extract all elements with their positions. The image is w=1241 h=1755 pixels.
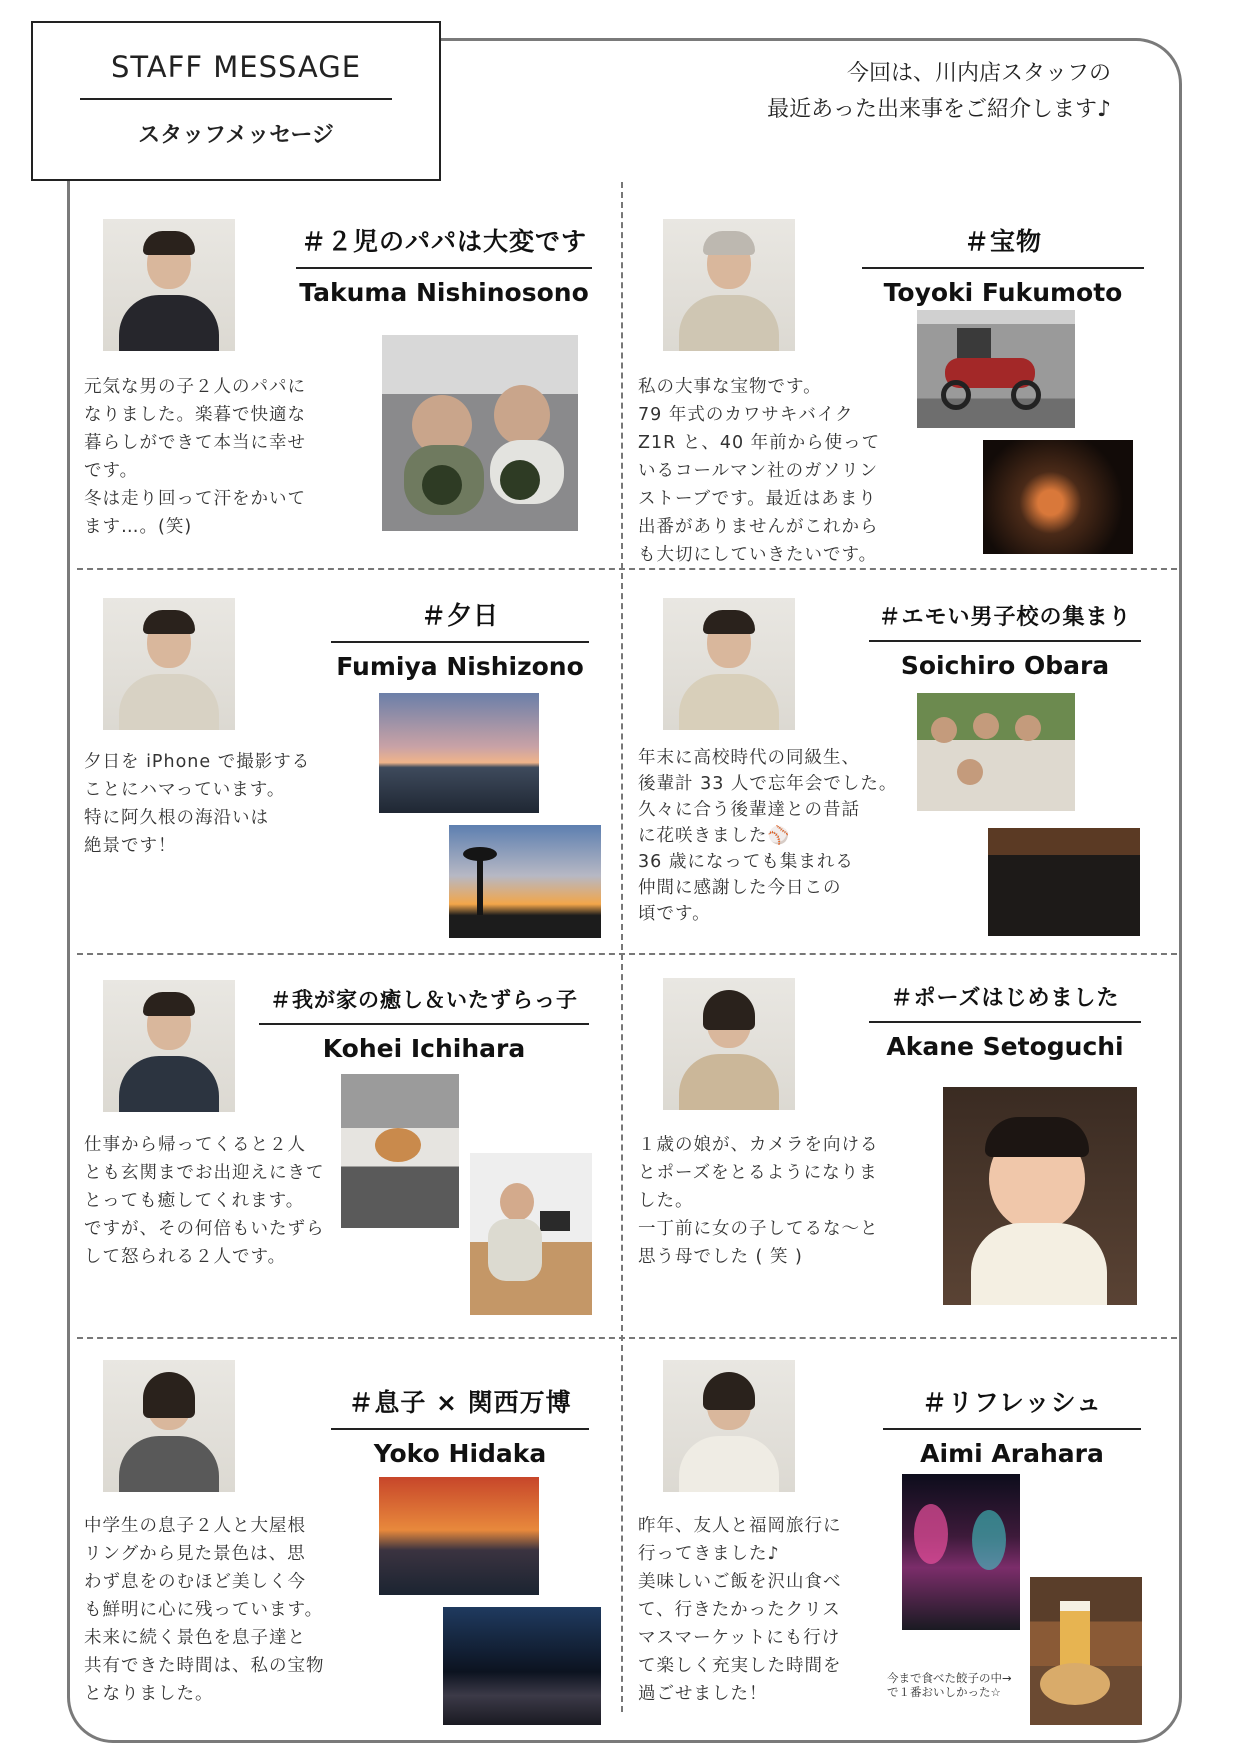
intro-line-1: 今回は、川内店スタッフの <box>846 61 1111 86</box>
staff-portrait-yoko <box>103 1360 235 1492</box>
staff-headline: ＃エモい男子校の集まり <box>869 600 1141 642</box>
intro-line-2: 最近あった出来事をご紹介します♪ <box>767 97 1111 122</box>
title-divider <box>80 98 392 100</box>
staff-message: 元気な男の子２人のパパに なりました。楽暮で快適な 暮らしができて本当に幸せ です。 冬は走り回って汗をかいて ます…。(笑) <box>84 377 306 537</box>
staff-card-soichiro <box>869 600 1141 680</box>
row-divider-3 <box>77 1337 1177 1339</box>
photo-motorcycle <box>917 310 1075 428</box>
staff-message: 中学生の息子２人と大屋根 リングから見た景色は、思 わず息をのむほど美しく今 も鮮明に心に残っています。 未来に続く景色を息子達と 共有できた時間は、私の宝物 となりました。 <box>84 1516 325 1704</box>
center-divider <box>621 182 623 1712</box>
staff-headline: ＃我が家の癒し＆いたずらっ子 <box>259 984 589 1025</box>
photo-gyoza-beer <box>1030 1577 1142 1725</box>
row-divider-1 <box>77 568 1177 570</box>
title-box <box>31 21 441 181</box>
photo-caption-gyoza: 今まで食べた餃子の中→ で１番おいしかった☆ <box>887 1671 1012 1699</box>
photo-expo-night <box>443 1607 601 1725</box>
photo-child-playing <box>470 1153 592 1315</box>
staff-headline: ＃夕日 <box>331 596 589 643</box>
staff-headline: ＃ポーズはじめました <box>869 981 1141 1023</box>
photo-palm-sunset <box>449 825 601 938</box>
photo-gas-stove <box>983 440 1133 554</box>
staff-portrait-takuma <box>103 219 235 351</box>
staff-card-akane <box>869 981 1141 1061</box>
staff-card-fumiya <box>331 596 589 681</box>
staff-portrait-kohei <box>103 980 235 1112</box>
photo-sunset-sea <box>379 693 539 813</box>
staff-headline: ＃リフレッシュ <box>883 1383 1141 1430</box>
staff-message: 仕事から帰ってくると２人 とも玄関までお出迎えにきて とっても癒してくれます。 ですが、その何倍もいたずら して怒られる２人です。 <box>84 1135 325 1267</box>
staff-portrait-aimi <box>663 1360 795 1492</box>
staff-portrait-akane <box>663 978 795 1110</box>
staff-name: Toyoki Fukumoto <box>883 278 1123 307</box>
photo-christmas-market <box>902 1474 1020 1630</box>
staff-name: Kohei Ichihara <box>322 1034 526 1063</box>
staff-card-takuma <box>296 222 592 307</box>
title-en: STAFF MESSAGE <box>110 50 362 84</box>
staff-portrait-toyoki <box>663 219 795 351</box>
staff-message: 夕日を iPhone で撮影する ことにハマっています。 特に阿久根の海沿いは 絶景です！ <box>84 752 311 856</box>
staff-message: 昨年、友人と福岡旅行に 行ってきました♪ 美味しいご飯を沢山食べ て、行きたかったクリス マスマーケットにも行け て楽しく充実した時間を 過ごせました！ <box>638 1516 842 1704</box>
staff-card-aimi <box>883 1383 1141 1468</box>
staff-headline: ＃宝物 <box>862 222 1144 269</box>
photo-two-children <box>382 335 578 531</box>
staff-name: Fumiya Nishizono <box>336 652 584 681</box>
photo-expo-sunset <box>379 1477 539 1595</box>
staff-portrait-fumiya <box>103 598 235 730</box>
staff-name: Yoko Hidaka <box>373 1439 547 1468</box>
staff-card-yoko <box>331 1383 589 1468</box>
staff-headline: ＃２児のパパは大変です <box>296 222 592 269</box>
staff-message: １歳の娘が、カメラを向ける とポーズをとるようになりま した。 一丁前に女の子してるな～と 思う母でした ( 笑 ) <box>638 1135 879 1267</box>
staff-name: Akane Setoguchi <box>886 1032 1124 1061</box>
staff-portrait-soichiro <box>663 598 795 730</box>
photo-year-end-party <box>988 828 1140 936</box>
staff-message: 私の大事な宝物です。 79 年式のカワサキバイク Z1R と、40 年前から使って いるコールマン社のガソリン ストーブです。最近はあまり 出番がありませんがこれから も大切にしていきたいです。 <box>638 377 881 565</box>
staff-message: 年末に高校時代の同級生、 後輩計 33 人で忘年会でした。 久々に合う後輩達との昔話 に花咲きました⚾ 36 歳になっても集まれる 仲間に感謝した今日この 頃です。 <box>638 748 898 924</box>
title-jp: スタッフメッセージ <box>138 123 334 148</box>
photo-baby-pose <box>943 1087 1137 1305</box>
photo-dog-sleeping <box>341 1074 459 1228</box>
staff-name: Soichiro Obara <box>900 651 1110 680</box>
staff-headline: ＃息子 × 関西万博 <box>331 1383 589 1430</box>
intro-text <box>767 56 1111 128</box>
photo-baseball-team <box>917 693 1075 811</box>
staff-card-kohei <box>259 984 589 1063</box>
staff-name: Takuma Nishinosono <box>299 278 589 307</box>
staff-card-toyoki <box>862 222 1144 307</box>
row-divider-2 <box>77 953 1177 955</box>
staff-name: Aimi Arahara <box>920 1439 1104 1468</box>
